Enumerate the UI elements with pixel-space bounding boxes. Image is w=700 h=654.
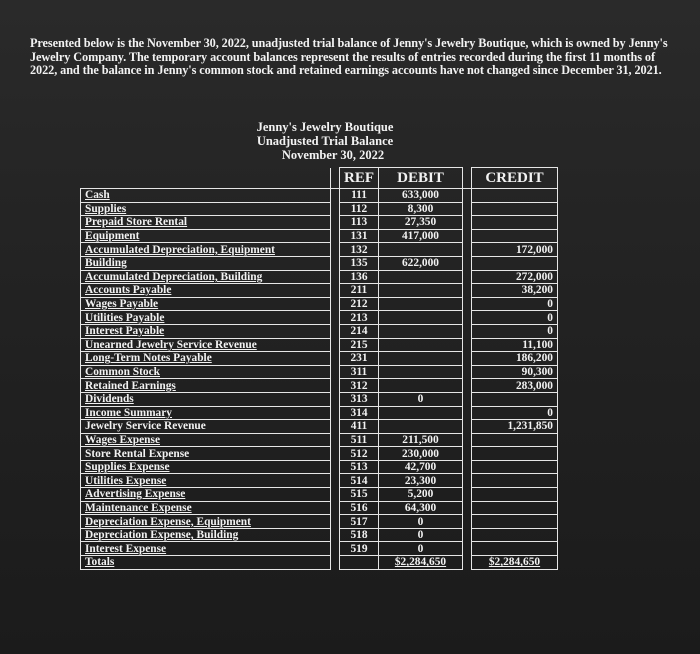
gap-cell [463, 324, 472, 338]
gap-cell [331, 460, 340, 474]
gap-cell [331, 474, 340, 488]
credit-cell [472, 189, 558, 203]
account-name: Maintenance Expense [81, 501, 331, 515]
ref-cell: 111 [340, 189, 379, 203]
account-name: Wages Payable [81, 297, 331, 311]
gap-cell [331, 406, 340, 420]
debit-cell [379, 243, 463, 257]
credit-cell: 0 [472, 311, 558, 325]
ref-cell: 113 [340, 216, 379, 230]
report-date: November 30, 2022 [281, 148, 385, 162]
gap-cell [463, 556, 472, 570]
ref-cell: 518 [340, 528, 379, 542]
gap-cell [331, 284, 340, 298]
gap-cell [331, 447, 340, 461]
credit-cell [472, 216, 558, 230]
table-row [81, 447, 558, 461]
debit-cell: 0 [379, 515, 463, 529]
ref-cell: 516 [340, 501, 379, 515]
gap-cell [463, 297, 472, 311]
gap-cell [331, 229, 340, 243]
account-name: Accumulated Depreciation, Building [81, 270, 331, 284]
debit-cell [379, 365, 463, 379]
credit-cell [472, 447, 558, 461]
debit-cell [379, 311, 463, 325]
gap-cell [331, 542, 340, 556]
ref-cell: 311 [340, 365, 379, 379]
debit-cell: 8,300 [379, 202, 463, 216]
debit-cell [379, 270, 463, 284]
debit-cell: 230,000 [379, 447, 463, 461]
gap-cell [463, 392, 472, 406]
table-row [81, 216, 558, 230]
ref-cell: 513 [340, 460, 379, 474]
ref-cell: 411 [340, 420, 379, 434]
ref-cell: 312 [340, 379, 379, 393]
gap-cell [331, 433, 340, 447]
table-row [81, 515, 558, 529]
ref-cell: 112 [340, 202, 379, 216]
ref-cell: 211 [340, 284, 379, 298]
debit-cell: 0 [379, 542, 463, 556]
account-name: Totals [81, 556, 331, 570]
credit-cell [472, 542, 558, 556]
credit-cell [472, 256, 558, 270]
table-row [81, 311, 558, 325]
account-name: Long-Term Notes Payable [81, 352, 331, 366]
table-row [81, 324, 558, 338]
table-row [81, 202, 558, 216]
account-name: Supplies [81, 202, 331, 216]
gap-cell [331, 202, 340, 216]
credit-cell: $2,284,650 [472, 556, 558, 570]
account-name: Interest Payable [81, 324, 331, 338]
credit-column-header: CREDIT [472, 168, 558, 189]
table-row [81, 352, 558, 366]
ref-cell: 519 [340, 542, 379, 556]
company-name: Jenny's Jewelry Boutique [256, 120, 394, 134]
gap-cell [331, 365, 340, 379]
debit-cell: 0 [379, 392, 463, 406]
ref-cell: 212 [340, 297, 379, 311]
report-title: Unadjusted Trial Balance [256, 134, 394, 148]
gap-cell [331, 324, 340, 338]
gap-cell [463, 420, 472, 434]
table-row [81, 256, 558, 270]
credit-cell: 283,000 [472, 379, 558, 393]
table-row [81, 379, 558, 393]
ref-cell: 313 [340, 392, 379, 406]
credit-cell [472, 528, 558, 542]
credit-cell: 172,000 [472, 243, 558, 257]
debit-cell [379, 379, 463, 393]
gap-cell [463, 284, 472, 298]
gap-cell [463, 515, 472, 529]
trial-balance-table [80, 167, 558, 570]
statement-heading [220, 120, 460, 162]
table-row [81, 189, 558, 203]
gap-cell [331, 528, 340, 542]
gap-cell [463, 447, 472, 461]
gap-cell [331, 379, 340, 393]
debit-cell: 622,000 [379, 256, 463, 270]
gap-cell [463, 216, 472, 230]
gap-cell [463, 460, 472, 474]
credit-cell [472, 474, 558, 488]
ref-cell: 512 [340, 447, 379, 461]
gap-cell [463, 501, 472, 515]
account-name: Building [81, 256, 331, 270]
ref-cell: 131 [340, 229, 379, 243]
gap-cell [463, 365, 472, 379]
credit-cell: 1,231,850 [472, 420, 558, 434]
debit-cell: 42,700 [379, 460, 463, 474]
debit-column-header: DEBIT [379, 168, 463, 189]
credit-cell [472, 501, 558, 515]
table-row [81, 243, 558, 257]
account-name: Utilities Expense [81, 474, 331, 488]
account-name: Interest Expense [81, 542, 331, 556]
account-name: Prepaid Store Rental [81, 216, 331, 230]
ref-cell: 213 [340, 311, 379, 325]
account-name: Wages Expense [81, 433, 331, 447]
table-row [81, 474, 558, 488]
ref-cell: 214 [340, 324, 379, 338]
debit-cell: 211,500 [379, 433, 463, 447]
debit-cell [379, 324, 463, 338]
account-header-blank [81, 168, 331, 189]
debit-cell [379, 420, 463, 434]
table-row [81, 392, 558, 406]
account-name: Cash [81, 189, 331, 203]
gap-cell [331, 297, 340, 311]
intro-paragraph: Presented below is the November 30, 2022, unadjusted trial balance of Jenny's Jewelry Boutique, which is owned by Jenny's Jewelry Company. The temporary account balances represent the results of entries recorded during the first 11 months of 2022, and the balance in Jenny's common stock and retained earnings accounts have not changed since December 31, 2021. [30, 36, 668, 77]
account-name: Supplies Expense [81, 460, 331, 474]
table-row [81, 433, 558, 447]
credit-cell: 0 [472, 297, 558, 311]
table-row [81, 270, 558, 284]
account-name: Depreciation Expense, Building [81, 528, 331, 542]
gap-cell [331, 189, 340, 203]
gap-cell [463, 270, 472, 284]
gap-cell [463, 474, 472, 488]
credit-cell: 272,000 [472, 270, 558, 284]
table-row [81, 488, 558, 502]
account-name: Common Stock [81, 365, 331, 379]
account-name: Accumulated Depreciation, Equipment [81, 243, 331, 257]
debit-cell: 27,350 [379, 216, 463, 230]
table-header-row [81, 168, 558, 189]
account-name: Equipment [81, 229, 331, 243]
gap-cell [331, 311, 340, 325]
ref-column-header: REF [340, 168, 379, 189]
credit-cell: 11,100 [472, 338, 558, 352]
account-name: Income Summary [81, 406, 331, 420]
gap-cell [463, 338, 472, 352]
gap-cell [463, 202, 472, 216]
credit-cell [472, 488, 558, 502]
ref-cell: 514 [340, 474, 379, 488]
debit-cell [379, 297, 463, 311]
table-row [81, 460, 558, 474]
debit-cell [379, 352, 463, 366]
gap-cell [463, 229, 472, 243]
debit-cell: $2,284,650 [379, 556, 463, 570]
ref-cell: 511 [340, 433, 379, 447]
credit-cell [472, 460, 558, 474]
debit-cell: 417,000 [379, 229, 463, 243]
gap-cell [463, 528, 472, 542]
gap-cell [331, 243, 340, 257]
ref-cell [340, 556, 379, 570]
gap-cell [331, 338, 340, 352]
table-row [81, 542, 558, 556]
gap-header [331, 168, 340, 189]
gap-cell [463, 542, 472, 556]
gap-cell [331, 216, 340, 230]
credit-cell [472, 433, 558, 447]
debit-cell: 633,000 [379, 189, 463, 203]
gap-cell [463, 379, 472, 393]
table-row [81, 556, 558, 570]
credit-cell: 0 [472, 324, 558, 338]
gap-cell [463, 433, 472, 447]
table-row [81, 406, 558, 420]
gap-cell [463, 352, 472, 366]
gap-cell [331, 352, 340, 366]
account-name: Utilities Payable [81, 311, 331, 325]
account-name: Jewelry Service Revenue [81, 420, 331, 434]
ref-cell: 135 [340, 256, 379, 270]
account-name: Accounts Payable [81, 284, 331, 298]
ref-cell: 515 [340, 488, 379, 502]
ref-cell: 132 [340, 243, 379, 257]
gap-cell [331, 488, 340, 502]
account-name: Depreciation Expense, Equipment [81, 515, 331, 529]
gap-cell [463, 406, 472, 420]
account-name: Retained Earnings [81, 379, 331, 393]
debit-cell: 64,300 [379, 501, 463, 515]
gap-cell [463, 189, 472, 203]
table-row [81, 420, 558, 434]
gap-cell [331, 515, 340, 529]
ref-cell: 517 [340, 515, 379, 529]
gap-cell [331, 420, 340, 434]
credit-cell: 0 [472, 406, 558, 420]
ref-cell: 231 [340, 352, 379, 366]
gap-cell [463, 488, 472, 502]
credit-cell: 90,300 [472, 365, 558, 379]
ref-cell: 314 [340, 406, 379, 420]
credit-cell [472, 392, 558, 406]
account-name: Store Rental Expense [81, 447, 331, 461]
table-row [81, 501, 558, 515]
gap-cell [463, 243, 472, 257]
account-name: Unearned Jewelry Service Revenue [81, 338, 331, 352]
debit-cell: 5,200 [379, 488, 463, 502]
gap-cell [331, 270, 340, 284]
debit-cell: 0 [379, 528, 463, 542]
table-row [81, 229, 558, 243]
debit-cell: 23,300 [379, 474, 463, 488]
credit-cell [472, 515, 558, 529]
gap-cell [463, 311, 472, 325]
gap-cell [331, 256, 340, 270]
table-row [81, 338, 558, 352]
gap-cell [331, 556, 340, 570]
table-row [81, 528, 558, 542]
ref-cell: 215 [340, 338, 379, 352]
table-row [81, 365, 558, 379]
credit-cell: 186,200 [472, 352, 558, 366]
debit-cell [379, 406, 463, 420]
debit-cell [379, 284, 463, 298]
credit-cell: 38,200 [472, 284, 558, 298]
gap-header [463, 168, 472, 189]
table-row [81, 297, 558, 311]
credit-cell [472, 229, 558, 243]
gap-cell [331, 501, 340, 515]
gap-cell [463, 256, 472, 270]
table-row [81, 284, 558, 298]
account-name: Dividends [81, 392, 331, 406]
ref-cell: 136 [340, 270, 379, 284]
credit-cell [472, 202, 558, 216]
gap-cell [331, 392, 340, 406]
debit-cell [379, 338, 463, 352]
account-name: Advertising Expense [81, 488, 331, 502]
